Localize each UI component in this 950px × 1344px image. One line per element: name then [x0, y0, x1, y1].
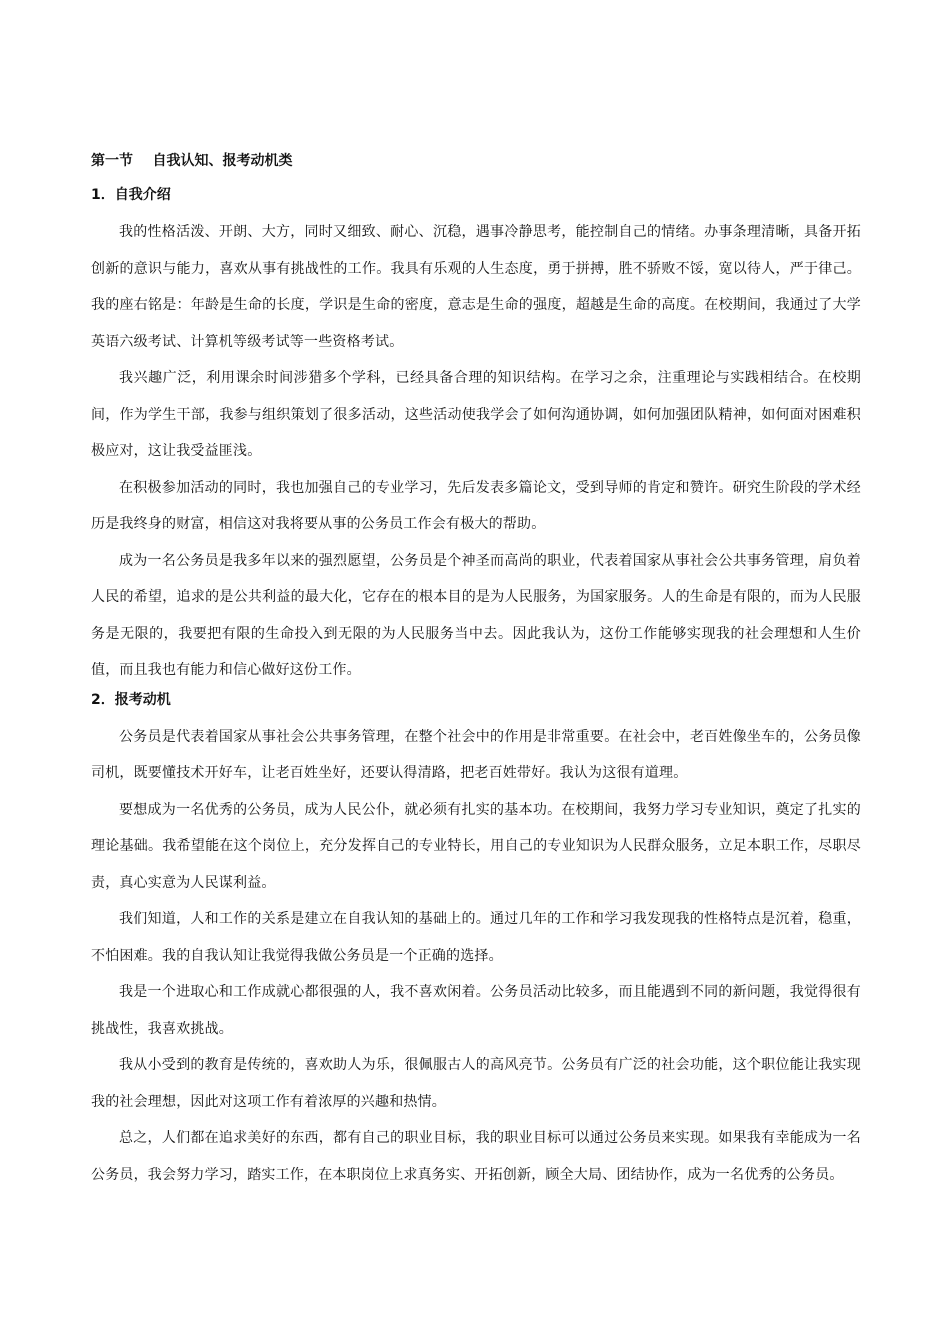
part2-paragraph-3: 我们知道，人和工作的关系是建立在自我认知的基础上的。通过几年的工作和学习我发现我的性格特点是沉着，稳重，不怕困难。我的自我认知让我觉得我做公务员是一个正确的选择。: [91, 911, 861, 964]
part2-paragraph-5: 我从小受到的教育是传统的，喜欢助人为乐，很佩服古人的高风亮节。公务员有广泛的社会功能，这个职位能让我实现我的社会理想，因此对这项工作有着浓厚的兴趣和热情。: [91, 1057, 861, 1110]
part1-paragraph-2: 我兴趣广泛，利用课余时间涉猎多个学科，已经具备合理的知识结构。在学习之余，注重理论与实践相结合。在校期间，作为学生干部，我参与组织策划了很多活动，这些活动使我学会了如何沟通协调，如何加强团队精神，如何面对困难积极应对，这让我受益匪浅。: [91, 370, 861, 459]
part2-title: 2．报考动机: [91, 691, 171, 708]
part2-paragraph-6: 总之，人们都在追求美好的东西，都有自己的职业目标，我的职业目标可以通过公务员来实现。如果我有幸能成为一名公务员，我会努力学习，踏实工作，在本职岗位上求真务实、开拓创新，顾全大局、团结协作，成为一名优秀的公务员。: [91, 1130, 861, 1183]
part2-paragraph-2: 要想成为一名优秀的公务员，成为人民公仆，就必须有扎实的基本功。在校期间，我努力学习专业知识，奠定了扎实的理论基础。我希望能在这个岗位上，充分发挥自己的专业特长，用自己的专业知识为人民群众服务，立足本职工作，尽职尽责，真心实意为人民谋利益。: [91, 801, 861, 891]
part1-title: 1．自我介绍: [91, 187, 171, 203]
part1-paragraph-4: 成为一名公务员是我多年以来的强烈愿望，公务员是个神圣而高尚的职业，代表着国家从事社会公共事务管理，肩负着人民的希望，追求的是公共利益的最大化，它存在的根本目的是为人民服务，为国家服务。人的生命是有限的，而为人民服务是无限的，我要把有限的生命投入到无限的为人民服务当中去。因此我认为，这份工作能够实现我的社会理想和人生价值，而且我也有能力和信心做好这份工作。: [91, 552, 861, 678]
section-title: 第一节 自我认知、报考动机类: [91, 153, 293, 169]
document-body: [91, 150, 861, 1193]
part1-paragraph-3: 在积极参加活动的同时，我也加强自己的专业学习，先后发表多篇论文，受到导师的肯定和赞许。研究生阶段的学术经历是我终身的财富，相信这对我将要从事的公务员工作会有极大的帮助。: [91, 479, 861, 532]
part2-paragraph-1: 公务员是代表着国家从事社会公共事务管理，在整个社会中的作用是非常重要。在社会中，老百姓像坐车的，公务员像司机，既要懂技术开好车，让老百姓坐好，还要认得清路，把老百姓带好。我认为这很有道理。: [91, 728, 861, 781]
part2-paragraph-4: 我是一个进取心和工作成就心都很强的人，我不喜欢闲着。公务员活动比较多，而且能遇到不同的新问题，我觉得很有挑战性，我喜欢挑战。: [91, 984, 861, 1037]
part1-paragraph-1: 我的性格活泼、开朗、大方，同时又细致、耐心、沉稳，遇事冷静思考，能控制自己的情绪。办事条理清晰，具备开拓创新的意识与能力，喜欢从事有挑战性的工作。我具有乐观的人生态度，勇于拼搏，胜不骄败不馁，宽以待人，严于律己。我的座右铭是：年龄是生命的长度，学识是生命的密度，意志是生命的强度，超越是生命的高度。在校期间，我通过了大学英语六级考试、计算机等级考试等一些资格考试。: [91, 224, 861, 350]
